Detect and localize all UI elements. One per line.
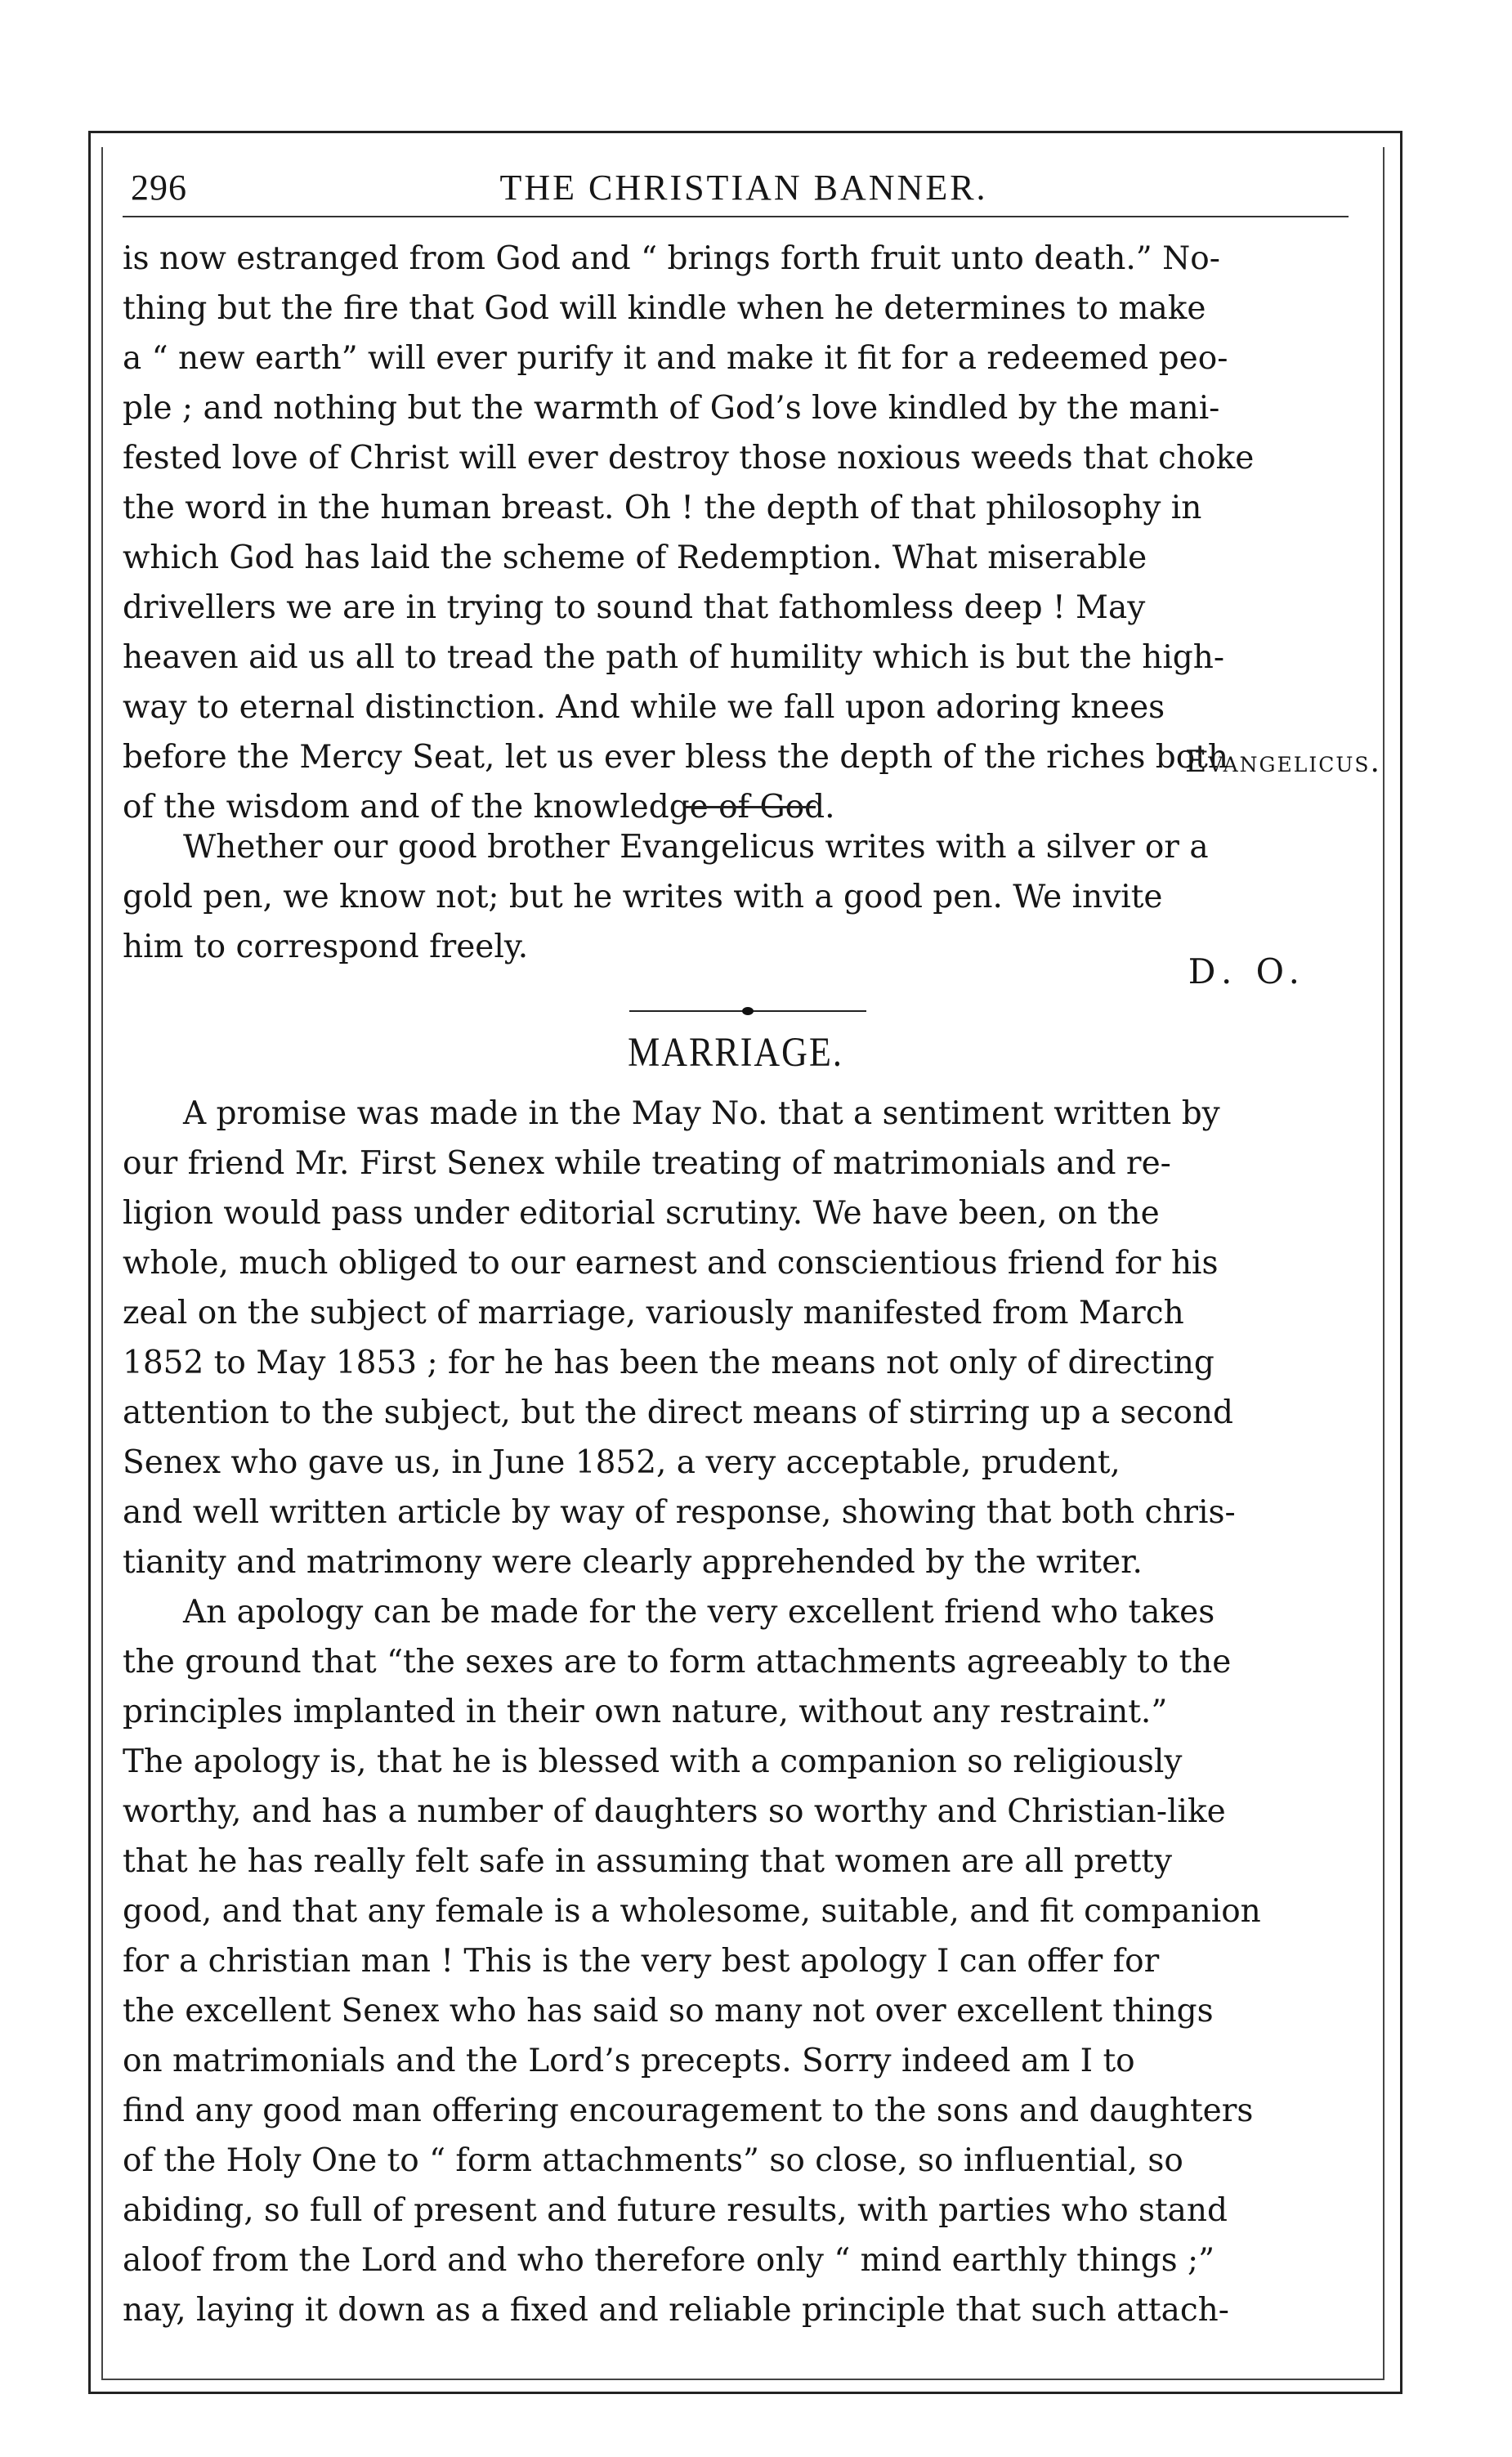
header-rule bbox=[123, 216, 1349, 217]
text-line: is now estranged from God and “ brings forth fruit unto death.” No- bbox=[123, 240, 1220, 277]
text-line: ligion would pass under editorial scrutiny. We have been, on the bbox=[123, 1195, 1160, 1232]
text-line: that he has really felt safe in assuming that women are all pretty bbox=[123, 1843, 1172, 1880]
text-line: nay, laying it down as a fixed and reliable principle that such attach- bbox=[123, 2292, 1229, 2329]
text-line: fested love of Christ will ever destroy those noxious weeds that choke bbox=[123, 440, 1255, 477]
page-number: 296 bbox=[131, 168, 187, 208]
text-line: The apology is, that he is blessed with a companion so religiously bbox=[123, 1743, 1183, 1780]
text-line: a “ new earth” will ever purify it and make it fit for a redeemed peo- bbox=[123, 340, 1228, 377]
text-line: principles implanted in their own nature, without any restraint.” bbox=[123, 1694, 1168, 1730]
text-line: drivellers we are in trying to sound that fathomless deep ! May bbox=[123, 589, 1146, 626]
text-line: of the wisdom and of the knowledge of God. bbox=[123, 789, 835, 826]
text-line: abiding, so full of present and future results, with parties who stand bbox=[123, 2192, 1228, 2229]
running-header bbox=[131, 160, 1357, 211]
text-line: gold pen, we know not; but he writes with a good pen. We invite bbox=[123, 879, 1163, 915]
text-line: whole, much obliged to our earnest and conscientious friend for his bbox=[123, 1245, 1219, 1282]
separator-rule bbox=[685, 806, 816, 808]
text-line: of the Holy One to “ form attachments” so close, so influential, so bbox=[123, 2142, 1183, 2179]
text-line: find any good man offering encouragement to the sons and daughters bbox=[123, 2092, 1254, 2129]
text-line: and well written article by way of response, showing that both chris- bbox=[123, 1494, 1236, 1531]
text-line: An apology can be made for the very excellent friend who takes bbox=[183, 1594, 1215, 1631]
text-line: zeal on the subject of marriage, variously manifested from March bbox=[123, 1295, 1184, 1331]
text-line: Whether our good brother Evangelicus writes with a silver or a bbox=[183, 829, 1209, 866]
text-line: tianity and matrimony were clearly apprehended by the writer. bbox=[123, 1544, 1143, 1581]
editor-note bbox=[123, 822, 1349, 972]
section-heading: MARRIAGE. bbox=[628, 1029, 843, 1076]
text-line: good, and that any female is a wholesome, suitable, and fit companion bbox=[123, 1893, 1261, 1930]
text-line: the ground that “the sexes are to form attachments agreeably to the bbox=[123, 1644, 1232, 1681]
text-line: our friend Mr. First Senex while treating of matrimonials and re- bbox=[123, 1145, 1171, 1182]
article-evangelicus bbox=[123, 234, 1349, 832]
text-line: which God has laid the scheme of Redemption. What miserable bbox=[123, 539, 1147, 576]
text-line: the excellent Senex who has said so many not over excellent things bbox=[123, 1993, 1214, 2030]
text-line: attention to the subject, but the direct means of stirring up a second bbox=[123, 1394, 1234, 1431]
separator-rule-dotted bbox=[629, 1007, 866, 1015]
text-line: ple ; and nothing but the warmth of God’s love kindled by the mani- bbox=[123, 390, 1220, 427]
running-title: THE CHRISTIAN BANNER. bbox=[499, 168, 988, 208]
text-line: him to correspond freely. bbox=[123, 929, 529, 965]
text-line: for a christian man ! This is the very best apology I can offer for bbox=[123, 1943, 1160, 1980]
text-line: worthy, and has a number of daughters so worthy and Christian-like bbox=[123, 1793, 1226, 1830]
text-line: aloof from the Lord and who therefore only “ mind earthly things ;” bbox=[123, 2242, 1215, 2279]
signature-evangelicus: Evangelicus. bbox=[1184, 745, 1381, 779]
marriage-paragraph-1 bbox=[123, 1089, 1349, 1587]
marriage-paragraph-2 bbox=[123, 1587, 1349, 2335]
text-line: on matrimonials and the Lord’s precepts. Sorry indeed am I to bbox=[123, 2043, 1135, 2079]
text-line: way to eternal distinction. And while we fall upon adoring knees bbox=[123, 689, 1165, 726]
text-line: before the Mercy Seat, let us ever bless the depth of the riches both bbox=[123, 739, 1228, 776]
text-line: A promise was made in the May No. that a sentiment written by bbox=[183, 1095, 1220, 1132]
text-line: thing but the fire that God will kindle when he determines to make bbox=[123, 290, 1206, 327]
text-line: the word in the human breast. Oh ! the depth of that philosophy in bbox=[123, 490, 1202, 526]
text-line: Senex who gave us, in June 1852, a very acceptable, prudent, bbox=[123, 1444, 1121, 1481]
signature-do: D. O. bbox=[1188, 951, 1306, 991]
text-line: 1852 to May 1853 ; for he has been the means not only of directing bbox=[123, 1345, 1215, 1381]
text-line: heaven aid us all to tread the path of humility which is but the high- bbox=[123, 639, 1225, 676]
